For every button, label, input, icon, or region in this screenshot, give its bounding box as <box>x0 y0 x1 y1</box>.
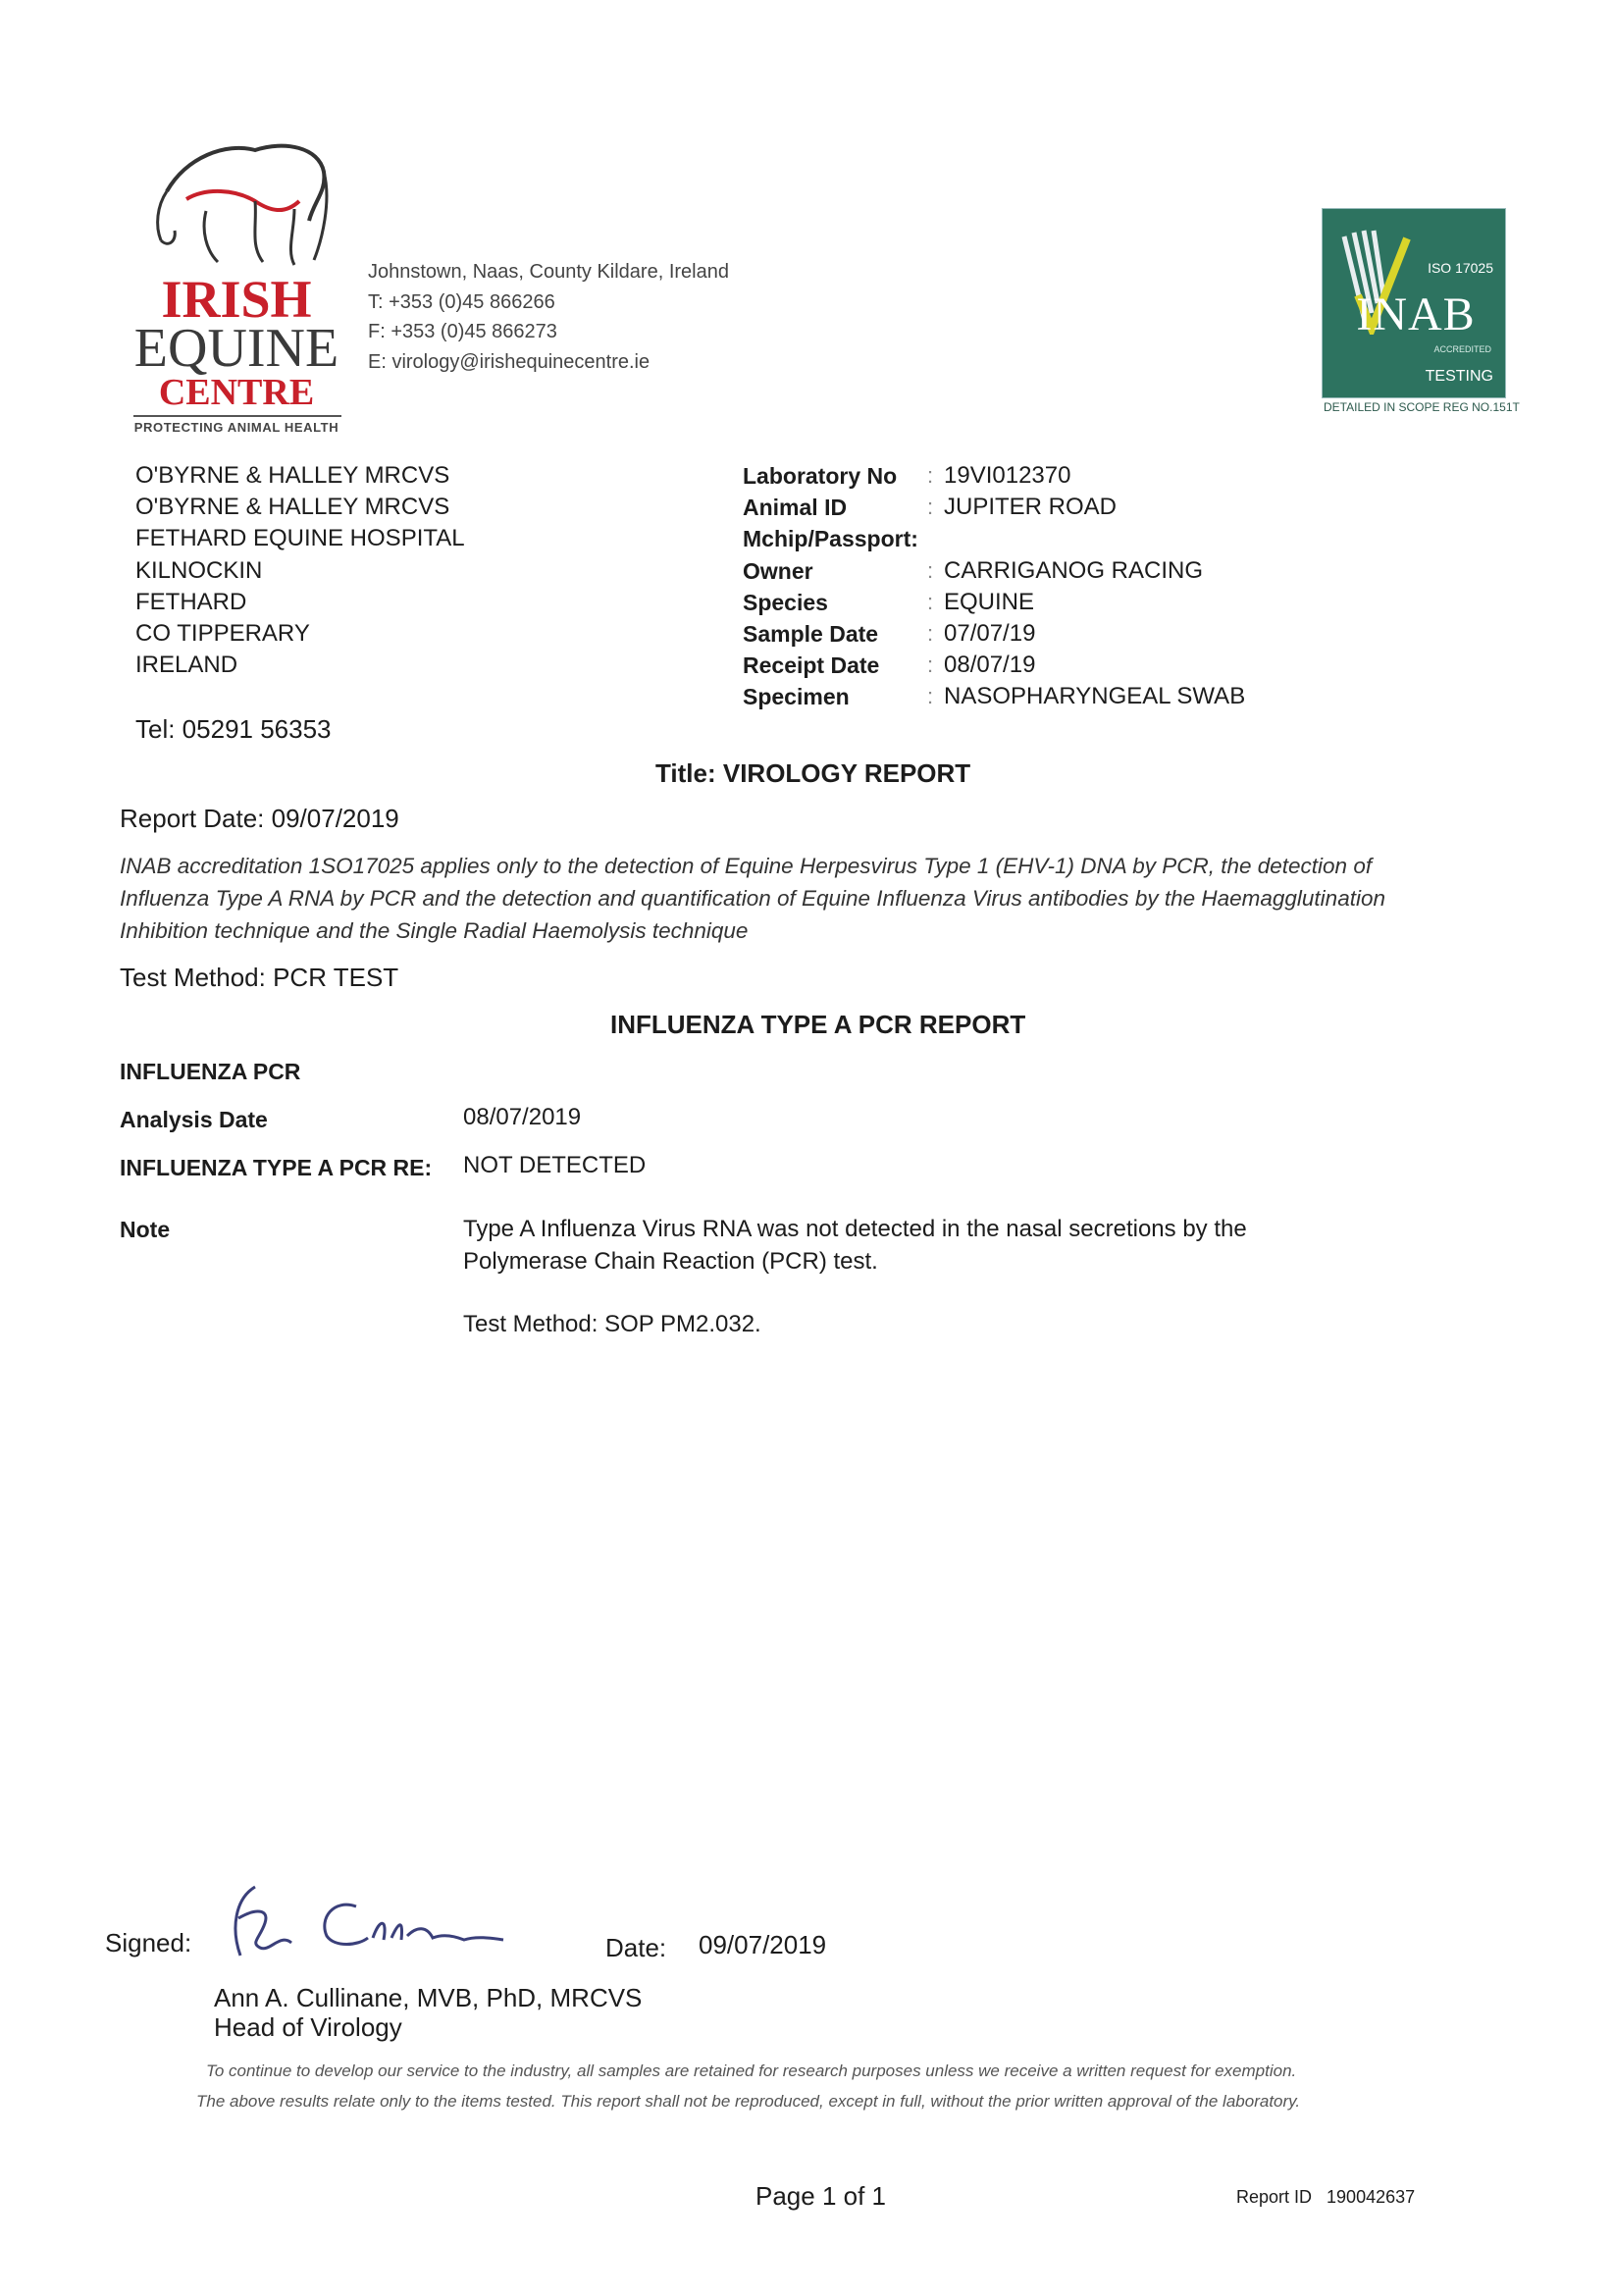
client-address <box>135 460 465 681</box>
logo-word-equine: EQUINE <box>133 318 339 379</box>
detail-value: CARRIGANOG RACING <box>944 556 1204 584</box>
sop-method: Test Method: SOP PM2.032. <box>463 1311 761 1337</box>
signed-label: Signed: <box>105 1928 192 1957</box>
detail-label: Species <box>743 589 828 615</box>
contact-address: Johnstown, Naas, County Kildare, Ireland <box>368 261 729 283</box>
logo-tagline: PROTECTING ANIMAL HEALTH <box>133 420 339 435</box>
detail-value: JUPITER ROAD <box>944 494 1118 521</box>
detail-separator: : <box>927 495 934 520</box>
page-number: Page 1 of 1 <box>755 2181 886 2211</box>
detail-value: 19VI012370 <box>944 462 1071 489</box>
inab-registration: DETAILED IN SCOPE REG NO.151T <box>1324 400 1520 414</box>
inab-accreditation-note: INAB accreditation 1SO17025 applies only to the detection of Equine Herpesvirus Type 1 (EHV-1) DNA by PCR, the detection of Influenza Type A RNA by PCR and the detection and quantification of Equine Influenza Virus antibodies by the Haemagglutination Inhibition technique and the Single Radial Haemolysis technique <box>120 854 1385 943</box>
footer-retention-note: To continue to develop our service to the industry, all samples are retained for research purposes unless we receive a written request for exemption. <box>206 2061 1297 2080</box>
detail-separator: : <box>927 557 934 583</box>
signatory-role: Head of Virology <box>214 2012 402 2042</box>
contact-phone: T: +353 (0)45 866266 <box>368 290 555 313</box>
section-title: INFLUENZA TYPE A PCR REPORT <box>610 1010 1026 1039</box>
detail-value: EQUINE <box>944 588 1035 615</box>
address-line: FETHARD EQUINE HOSPITAL <box>135 525 465 552</box>
detail-label: Mchip/Passport: <box>743 526 918 552</box>
detail-separator: : <box>927 463 934 488</box>
detail-separator: : <box>927 652 934 678</box>
inab-accredited: ACCREDITED <box>1433 344 1491 354</box>
logo-word-centre: CENTRE <box>158 372 315 413</box>
signatory-name: Ann A. Cullinane, MVB, PhD, MRCVS <box>214 1983 643 2012</box>
address-line: IRELAND <box>135 652 238 679</box>
irish-equine-centre-logo <box>128 132 345 439</box>
inab-category: TESTING <box>1425 368 1493 385</box>
contact-email: E: virology@irishequinecentre.ie <box>368 350 650 373</box>
inab-iso: ISO 17025 <box>1428 260 1493 276</box>
analysis-date-label: Analysis Date <box>120 1107 268 1132</box>
detail-separator: : <box>927 589 934 614</box>
test-method: Test Method: PCR TEST <box>120 963 399 992</box>
pcr-result-value: NOT DETECTED <box>463 1152 647 1178</box>
inab-accreditation-badge <box>1318 204 1520 422</box>
horse-icon <box>147 132 334 270</box>
detail-label: Sample Date <box>743 620 879 647</box>
report-date: Report Date: 09/07/2019 <box>120 804 399 833</box>
address-line: FETHARD <box>135 588 247 615</box>
footer-disclaimer: The above results relate only to the items tested. This report shall not be reproduced, except in full, without the prior written approval of the laboratory. <box>196 2092 1301 2111</box>
detail-value: 08/07/19 <box>944 652 1036 679</box>
logo-divider <box>133 415 341 417</box>
signature-image <box>211 1879 520 1962</box>
note-text: Type A Influenza Virus RNA was not detected in the nasal secretions by the Polymerase Chain Reaction (PCR) test. <box>463 1216 1247 1275</box>
inab-name: INAB <box>1356 288 1476 340</box>
inab-badge-panel <box>1322 208 1506 398</box>
address-line: CO TIPPERARY <box>135 620 310 648</box>
pcr-result-label: INFLUENZA TYPE A PCR RE: <box>120 1155 433 1180</box>
detail-value: NASOPHARYNGEAL SWAB <box>944 683 1246 710</box>
detail-value: 07/07/19 <box>944 619 1036 647</box>
detail-separator: : <box>927 620 934 646</box>
address-line: O'BYRNE & HALLEY MRCVS <box>135 462 450 489</box>
detail-label: Animal ID <box>743 495 848 521</box>
note-label: Note <box>120 1217 171 1242</box>
analysis-date-value: 08/07/2019 <box>463 1104 582 1130</box>
contact-fax: F: +353 (0)45 866273 <box>368 321 557 342</box>
detail-label: Laboratory No <box>743 463 898 489</box>
detail-label: Receipt Date <box>743 652 880 679</box>
address-line: O'BYRNE & HALLEY MRCVS <box>135 494 450 521</box>
client-tel: Tel: 05291 56353 <box>135 714 332 744</box>
date-label: Date: <box>605 1933 667 1962</box>
detail-label: Owner <box>743 557 813 584</box>
subsection-title: INFLUENZA PCR <box>120 1059 301 1084</box>
report-id: Report ID 190042637 <box>1236 2187 1416 2207</box>
contact-block <box>368 257 729 377</box>
report-title: Title: VIROLOGY REPORT <box>655 758 971 788</box>
detail-label: Specimen <box>743 684 850 710</box>
signature-date: 09/07/2019 <box>699 1930 827 1959</box>
logo-word-irish: IRISH <box>161 270 312 329</box>
detail-separator: : <box>927 684 934 709</box>
address-line: KILNOCKIN <box>135 556 263 584</box>
